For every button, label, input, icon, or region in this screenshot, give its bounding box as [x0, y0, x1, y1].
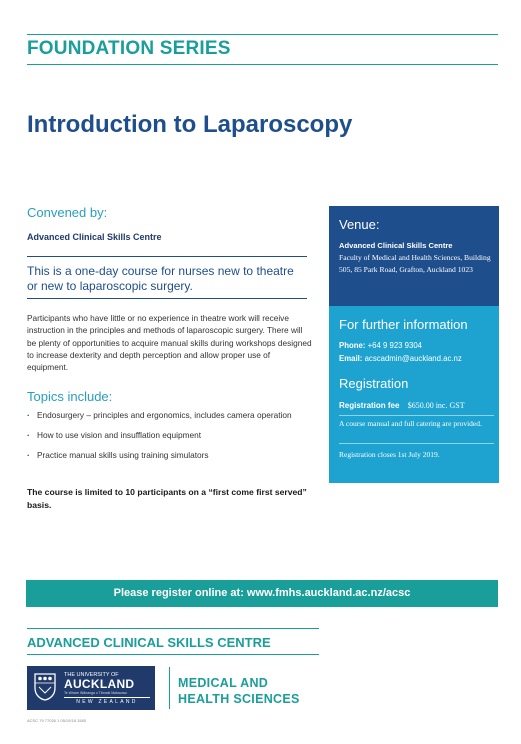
- topics-heading: Topics include:: [27, 389, 113, 404]
- venue-address: Faculty of Medical and Health Sciences, Building 505, 85 Park Road, Grafton, Auckland 1023: [339, 253, 491, 275]
- topics-list: [27, 410, 317, 469]
- logo-divider: [169, 667, 170, 709]
- registration-heading: Registration: [339, 376, 409, 391]
- faculty-line2: HEALTH SCIENCES: [178, 692, 300, 706]
- registration-rule: [339, 415, 494, 416]
- venue-name: Advanced Clinical Skills Centre: [339, 241, 453, 250]
- faculty-name: [178, 675, 300, 707]
- registration-note-catering: A course manual and full catering are provided.: [339, 419, 482, 428]
- registration-rule: [339, 443, 494, 444]
- footer-top-rule: [27, 628, 319, 629]
- centre-name: ADVANCED CLINICAL SKILLS CENTRE: [27, 635, 271, 650]
- convened-label: Convened by:: [27, 205, 108, 220]
- phone-number[interactable]: +64 9 923 9304: [367, 341, 423, 350]
- registration-fee: [339, 401, 465, 410]
- logo-line4: NEW ZEALAND: [64, 697, 150, 705]
- crest-icon: [34, 673, 56, 701]
- intro-top-rule: [27, 256, 307, 257]
- course-intro: This is a one-day course for nurses new to theatre or new to laparoscopic surgery.: [27, 264, 294, 293]
- topic-item: · How to use vision and insufflation equipment: [27, 430, 317, 442]
- university-logo: [27, 666, 155, 710]
- venue-details: [339, 240, 497, 277]
- topic-item: · Endosurgery – principles and ergonomics, includes camera operation: [27, 410, 317, 422]
- fee-value: $650.00 inc. GST: [407, 401, 465, 410]
- phone-label: Phone:: [339, 341, 366, 350]
- email-line: [339, 354, 462, 363]
- footer-bottom-rule: [27, 654, 319, 655]
- registration-note-closing: Registration closes 1st July 2019.: [339, 450, 440, 459]
- convener-name: Advanced Clinical Skills Centre: [27, 232, 162, 242]
- logo-line1: THE UNIVERSITY OF: [64, 672, 119, 678]
- page-title: Introduction to Laparoscopy: [27, 111, 353, 138]
- limit-note: The course is limited to 10 participants on a “first come first served” basis.: [27, 487, 307, 510]
- logo-line3: Te Whare Wānanga o Tāmaki Makaurau: [64, 691, 127, 695]
- fine-print: ACSC 79 77026 1 05/10/18 1585: [27, 718, 86, 723]
- info-box: [329, 306, 499, 483]
- register-banner[interactable]: Please register online at: www.fmhs.auckland.ac.nz/acsc: [26, 580, 498, 607]
- top-rule: [27, 34, 498, 35]
- email-link[interactable]: acscadmin@auckland.ac.nz: [364, 354, 462, 363]
- topic-item: · Practice manual skills using training simulators: [27, 450, 317, 462]
- email-label: Email:: [339, 354, 363, 363]
- course-description: Participants who have little or no experience in theatre work will receive instruction in the principles and methods of laparoscopic surgery. There will be plenty of opportunities to acquire manual skills during workshops designed to increase dexterity and depth perception and allow proper use of equipment.: [27, 313, 312, 373]
- venue-heading: Venue:: [339, 217, 380, 232]
- series-label: FOUNDATION SERIES: [27, 38, 231, 59]
- faculty-line1: MEDICAL AND: [178, 676, 269, 690]
- logo-line2: AUCKLAND: [64, 677, 135, 691]
- venue-box: [329, 206, 499, 306]
- info-heading: For further information: [339, 317, 468, 332]
- fee-label: Registration fee: [339, 401, 400, 410]
- intro-bottom-rule: [27, 298, 307, 299]
- phone-line: [339, 341, 422, 350]
- series-rule: [27, 64, 498, 65]
